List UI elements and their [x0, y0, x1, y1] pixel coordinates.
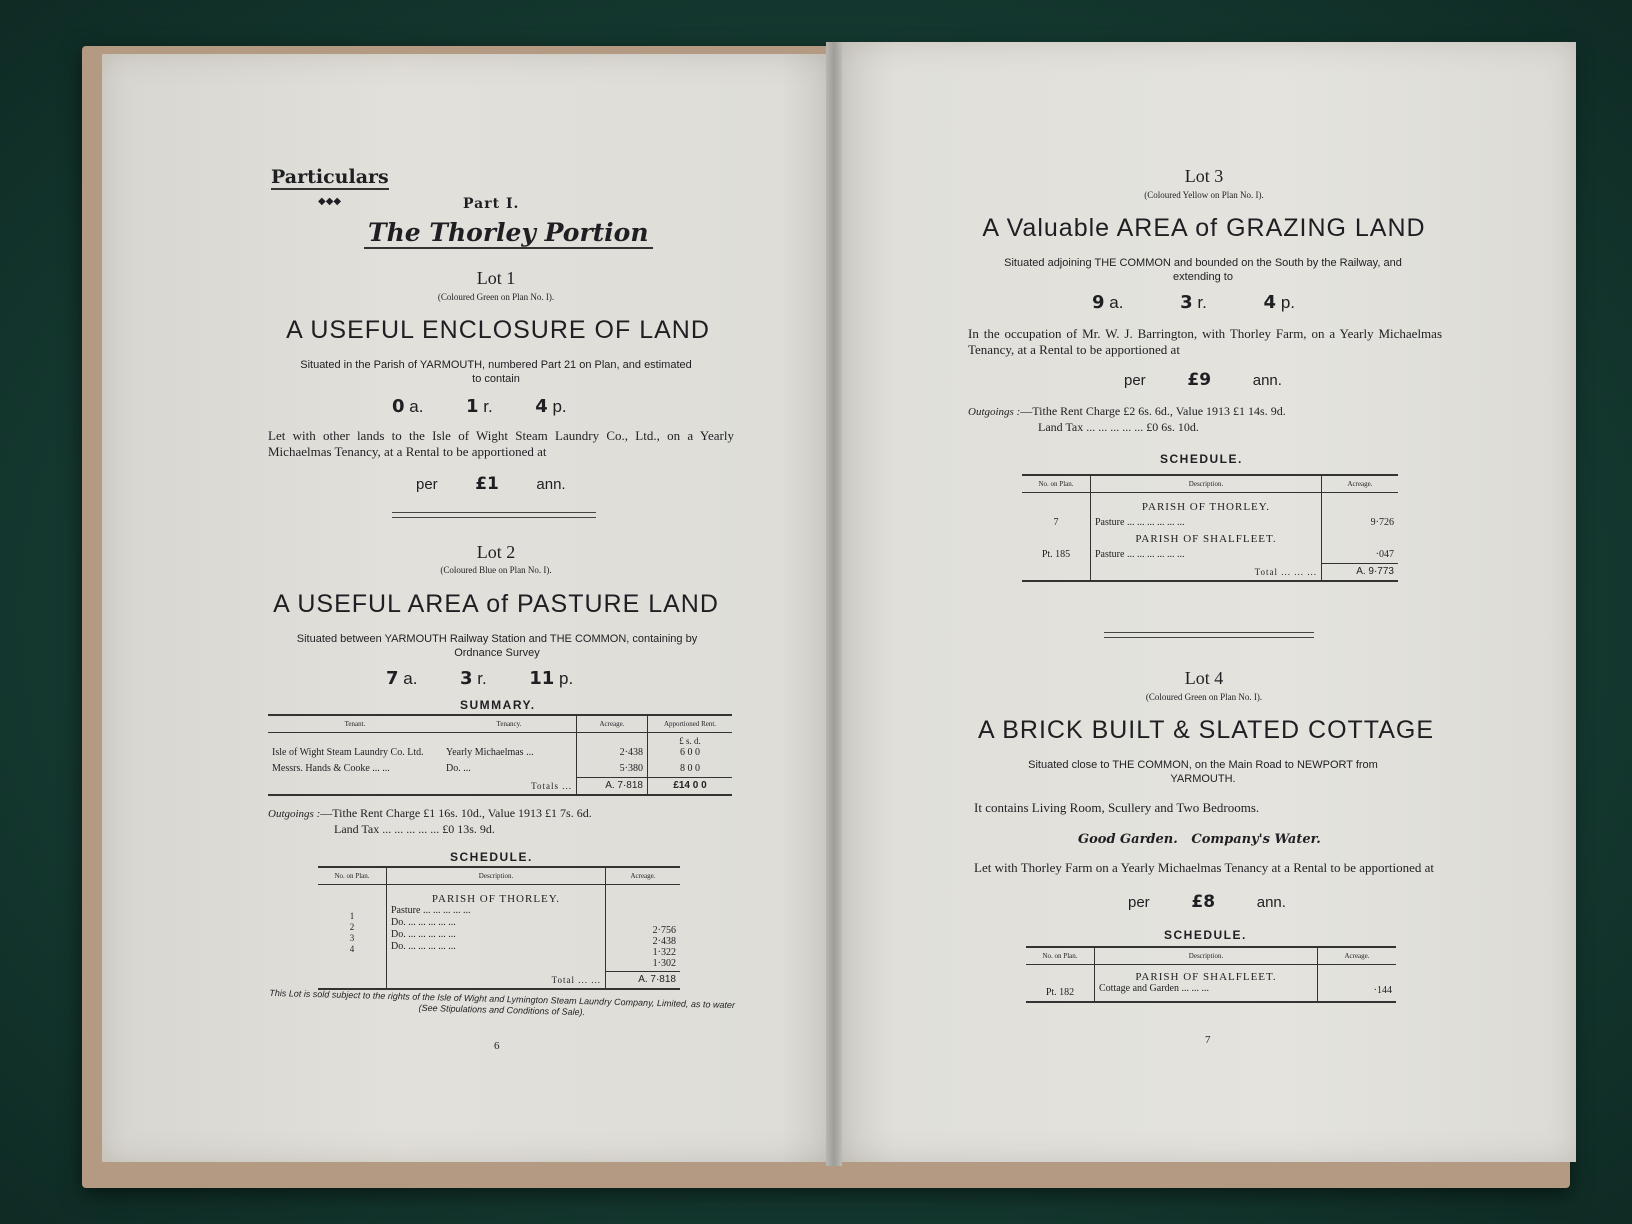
summary-tenancy-2: Do. ... [446, 763, 471, 774]
lot3-row2-acre: ·047 [1322, 547, 1399, 564]
lot1-rent-value: £1 [475, 474, 499, 494]
lot3-roods: 3 [1180, 292, 1193, 313]
lot4-row-acre: ·144 [1318, 965, 1397, 1003]
lot3-total: A. 9·773 [1322, 564, 1399, 582]
lot2-schedule-title: SCHEDULE. [450, 850, 533, 864]
schedule-header-no: No. on Plan. [1022, 475, 1091, 493]
divider-rule [1104, 632, 1314, 638]
summary-header-tenant: Tenant. [268, 715, 442, 733]
lot2-acres: 7 [386, 668, 399, 689]
lot3-row2-no: Pt. 185 [1041, 549, 1071, 560]
outgoings-line-1: —Tithe Rent Charge £1 16s. 10d., Value 1913 £1 7s. 6d. [320, 806, 592, 820]
portion-title: The Thorley Portion [364, 218, 653, 249]
lot3-area [1092, 292, 1295, 313]
lot4-schedule-title: SCHEDULE. [1164, 928, 1247, 942]
book-spine [826, 42, 842, 1166]
outgoings-line-2: Land Tax ... ... ... ... ... £0 13s. 9d. [334, 822, 495, 836]
lot4-body: Let with Thorley Farm on a Yearly Michaelmas Tenancy at a Rental to be apportioned at [974, 860, 1434, 875]
acre-unit: a. [1109, 293, 1124, 312]
lot4-schedule-table [1026, 946, 1396, 1003]
lot4-desc-cell [1095, 965, 1318, 1003]
lot4-title: Lot 4 [1184, 668, 1224, 688]
lot3-perches: 4 [1263, 292, 1277, 313]
lot4-rent-value: £8 [1191, 892, 1216, 912]
summary-header-tenancy: Tenancy. [442, 715, 577, 733]
lot3-parish-1 [1091, 493, 1322, 516]
lot4-rent [1128, 892, 1286, 912]
summary-rent-value-1: 6 0 0 [680, 747, 700, 758]
rood-unit: r. [483, 397, 493, 416]
rent-ann: ann. [536, 476, 566, 493]
lot1-situated: Situated in the Parish of YARMOUTH, numbered Part 21 on Plan, and estimated to contain [300, 359, 692, 385]
rood-unit: r. [477, 669, 487, 688]
outgoings-label: Outgoings : [268, 808, 321, 820]
lot2-note: This Lot is sold subject to the rights of the Isle of Wight and Lymington Steam Laundry Company, Limited, as to water (See Stipulations and Conditions of Sale). [269, 987, 736, 1018]
parish-thorley: PARISH OF THORLEY. [1141, 501, 1271, 513]
lot3-acres: 9 [1092, 292, 1105, 313]
parish-shalfleet: PARISH OF SHALFLEET. [1135, 971, 1277, 983]
lot3-row1-no: 7 [1053, 517, 1059, 528]
schedule-nos: 1 2 3 4 [349, 911, 355, 954]
lot3-title: Lot 3 [1184, 166, 1224, 186]
ornament: ◆◆◆ [318, 196, 342, 207]
lot1-perches: 4 [535, 396, 548, 417]
schedule-parish: PARISH OF THORLEY. [431, 893, 561, 905]
lot3-total-label: Total ... ... ... [1091, 564, 1322, 582]
lot2-coloured: (Coloured Blue on Plan No. I). [440, 565, 552, 575]
lot3-outgoings [968, 404, 1286, 435]
lot3-row2-desc: Pasture ... ... ... ... ... ... [1091, 547, 1322, 564]
part-number: Part I. [463, 196, 520, 212]
outgoings-line-2: Land Tax ... ... ... ... ... £0 6s. 10d. [1038, 420, 1199, 434]
lot2-headline: A USEFUL AREA of PASTURE LAND [273, 590, 719, 618]
lot3-headline: A Valuable AREA of GRAZING LAND [982, 214, 1426, 242]
lot4-row-no: Pt. 182 [1045, 987, 1075, 998]
divider-rule [392, 512, 596, 518]
schedule-acres: 2·756 2·438 1·322 1·302 [606, 885, 681, 972]
lot2-area [386, 668, 573, 689]
lot1-rent [416, 474, 566, 494]
lot4-coloured: (Coloured Green on Plan No. I). [1145, 692, 1263, 702]
lot1-roods: 1 [465, 396, 479, 417]
perch-unit: p. [1280, 293, 1295, 312]
particulars-heading: Particulars [271, 166, 389, 188]
perch-unit: p. [552, 397, 567, 416]
lot2-title: Lot 2 [476, 542, 516, 562]
summary-totals-label: Totals ... [531, 780, 572, 791]
summary-tenancy-1: Yearly Michaelmas ... [446, 747, 534, 758]
schedule-header-desc: Description. [1091, 475, 1322, 493]
lot3-row1-desc: Pasture ... ... ... ... ... ... [1091, 515, 1322, 531]
schedule-desc: Pasture ... ... ... ... ... Do. ... ... ... ... ... Do. ... ... ... ... ... Do. ... ... ... ... ... [391, 905, 471, 952]
lot3-schedule-table [1022, 474, 1398, 582]
lot3-parish-2 [1091, 531, 1322, 547]
summary-header-acreage: Acreage. [577, 715, 648, 733]
lot2-roods: 3 [459, 668, 473, 689]
summary-title: SUMMARY. [460, 698, 536, 712]
schedule-header-no: No. on Plan. [1026, 947, 1095, 965]
lot4-headline: A BRICK BUILT & SLATED COTTAGE [977, 716, 1435, 744]
page-number-right: 7 [1205, 1034, 1211, 1046]
summary-acreage-2: 5·380 [577, 761, 648, 778]
rood-unit: r. [1197, 293, 1207, 312]
summary-totals-acreage: A. 7·818 [577, 778, 648, 796]
summary-totals-rent: £14 0 0 [648, 778, 733, 796]
lot1-area [392, 396, 567, 417]
lot2-perches: 11 [529, 668, 555, 689]
schedule-desc-cell [387, 885, 606, 972]
lot2-situated: Situated between YARMOUTH Railway Station and THE COMMON, containing by Ordnance Survey [296, 633, 698, 659]
schedule-header-acreage: Acreage. [1318, 947, 1397, 965]
summary-rent-2: 8 0 0 [648, 761, 733, 778]
summary-tenant-1: Isle of Wight Steam Laundry Co. Ltd. [272, 747, 424, 758]
rent-per: per [1128, 894, 1150, 911]
summary-header-rent: Apportioned Rent. [648, 715, 733, 733]
perch-unit: p. [559, 669, 574, 688]
outgoings-line-1: —Tithe Rent Charge £2 6s. 6d., Value 1913 £1 14s. 9d. [1020, 404, 1286, 418]
lot1-body: Let with other lands to the Isle of Wight Steam Laundry Co., Ltd., on a Yearly Michaelmas Tenancy, at a Rental to be apportioned at [268, 428, 734, 459]
summary-acreage-1: 2·438 [577, 733, 648, 762]
summary-rent-1 [648, 733, 733, 762]
lot3-row1-acre: 9·726 [1322, 515, 1399, 531]
acre-unit: a. [409, 397, 424, 416]
lot1-headline: A USEFUL ENCLOSURE OF LAND [286, 316, 710, 344]
lot4-features: Good Garden. Company's Water. [1078, 832, 1321, 847]
schedule-total-label: Total ... ... [387, 972, 606, 990]
summary-table [268, 714, 732, 796]
lot1-coloured: (Coloured Green on Plan No. I). [437, 292, 555, 302]
lot1-title: Lot 1 [476, 268, 516, 288]
lot3-rent [1124, 370, 1282, 390]
lot2-outgoings [268, 806, 592, 837]
parish-shalfleet: PARISH OF SHALFLEET. [1135, 533, 1277, 545]
lsd-header: £ s. d. [679, 736, 701, 746]
lot3-body: In the occupation of Mr. W. J. Barrington, with Thorley Farm, on a Yearly Michaelmas Tenancy, at a Rental to be apportioned at [968, 326, 1442, 357]
rent-per: per [1124, 372, 1146, 389]
lot3-schedule-title: SCHEDULE. [1160, 452, 1243, 466]
lot3-rent-value: £9 [1187, 370, 1212, 390]
schedule-total: A. 7·818 [606, 972, 681, 990]
schedule-header-desc: Description. [387, 867, 606, 885]
lot3-situated: Situated adjoining THE COMMON and bounded on the South by the Railway, and extending to [1004, 257, 1402, 283]
rent-ann: ann. [1256, 894, 1286, 911]
schedule-header-acreage: Acreage. [1322, 475, 1399, 493]
schedule-header-acreage: Acreage. [606, 867, 681, 885]
lot1-acres: 0 [392, 396, 405, 417]
schedule-header-desc: Description. [1095, 947, 1318, 965]
lot4-situated: Situated close to THE COMMON, on the Main Road to NEWPORT from YARMOUTH. [1028, 759, 1378, 785]
lot2-schedule-table [318, 866, 680, 990]
schedule-header-no: No. on Plan. [318, 867, 387, 885]
page-number-left: 6 [494, 1040, 500, 1052]
lot3-coloured: (Coloured Yellow on Plan No. I). [1144, 190, 1264, 200]
summary-tenant-2: Messrs. Hands & Cooke ... ... [272, 763, 390, 774]
lot4-contains: It contains Living Room, Scullery and Two Bedrooms. [974, 800, 1260, 815]
rent-ann: ann. [1252, 372, 1282, 389]
rent-per: per [416, 476, 438, 493]
acre-unit: a. [403, 669, 418, 688]
lot4-row-desc: Cottage and Garden ... ... ... [1099, 983, 1209, 994]
outgoings-label: Outgoings : [968, 406, 1021, 418]
